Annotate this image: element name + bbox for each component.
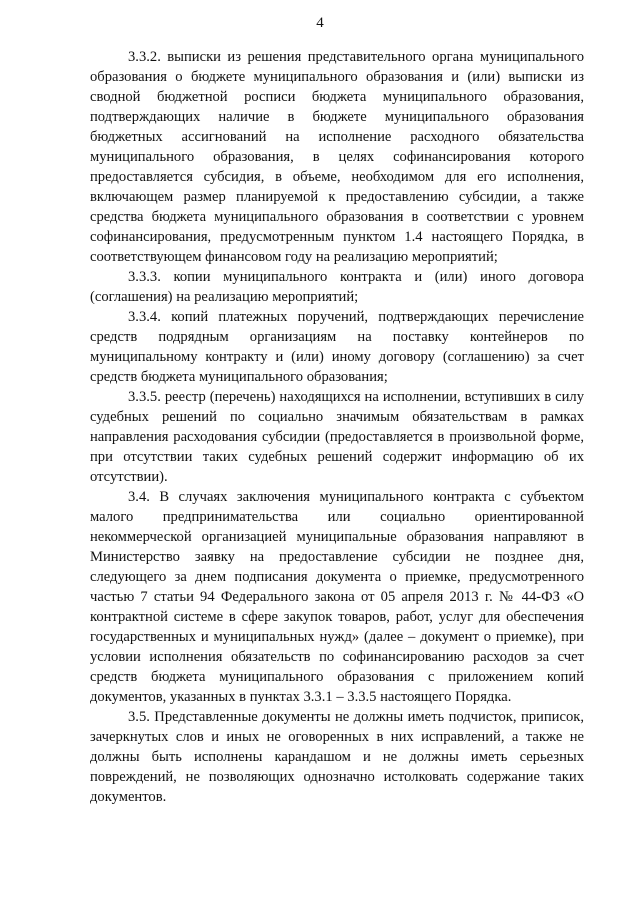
paragraph-3-5: 3.5. Представленные документы не должны иметь подчисток, приписок, зачеркнутых слов и иных не оговоренных в них исправлений, а также не должны быть исполнены карандашом и не должны иметь серьезных повреждений, не позволяющих однозначно истолковать содержание таких документов. (90, 709, 584, 805)
paragraph-3-3-4: 3.3.4. копий платежных поручений, подтверждающих перечисление средств подрядным организациям на поставку контейнеров по муниципальному контракту и (или) иному договору (соглашению) за счет средств бюджета муниципального образования; (90, 309, 584, 385)
document-body (90, 47, 584, 807)
paragraph-3-3-5: 3.3.5. реестр (перечень) находящихся на исполнении, вступивших в силу судебных решений по социально значимым обязательствам в рамках направления расходования субсидии (предоставляется в произвольной форме, при отсутствии таких судебных решений содержит информацию об их отсутствии). (90, 389, 584, 485)
page-number: 4 (316, 15, 324, 31)
paragraph-3-3-2: 3.3.2. выписки из решения представительного органа муниципального образования о бюджете муниципального образования и (или) выписки из сводной бюджетной росписи бюджета муниципального образования, подтверждающих наличие в бюджете муниципального образования бюджетных ассигнований на исполнение расходного обязательства муниципального образования, в целях софинансирования которого предоставляется субсидия, в объеме, необходимом для его исполнения, включающем размер планируемой к предоставлению субсидии, а также средства бюджета муниципального образования в соответствии с уровнем софинансирования, предусмотренным пунктом 1.4 настоящего Порядка, в соответствующем финансовом году на реализацию мероприятий; (90, 49, 584, 265)
paragraph-3-4: 3.4. В случаях заключения муниципального контракта с субъектом малого предпринимательства или социально ориентированной некоммерческой организацией муниципальные образования направляют в Министерство заявку на предоставление субсидии не позднее дня, следующего за днем подписания документа о приемке, предусмотренного частью 7 статьи 94 Федерального закона от 05 апреля 2013 г. № 44-ФЗ «О контрактной системе в сфере закупок товаров, работ, услуг для обеспечения государственных и муниципальных нужд» (далее – документ о приемке), при условии исполнения обязательств по софинансированию расходов за счет средств бюджета муниципального образования с приложением копий документов, указанных в пунктах 3.3.1 – 3.3.5 настоящего Порядка. (90, 489, 584, 705)
paragraph-3-3-3: 3.3.3. копии муниципального контракта и (или) иного договора (соглашения) на реализацию мероприятий; (90, 269, 584, 305)
